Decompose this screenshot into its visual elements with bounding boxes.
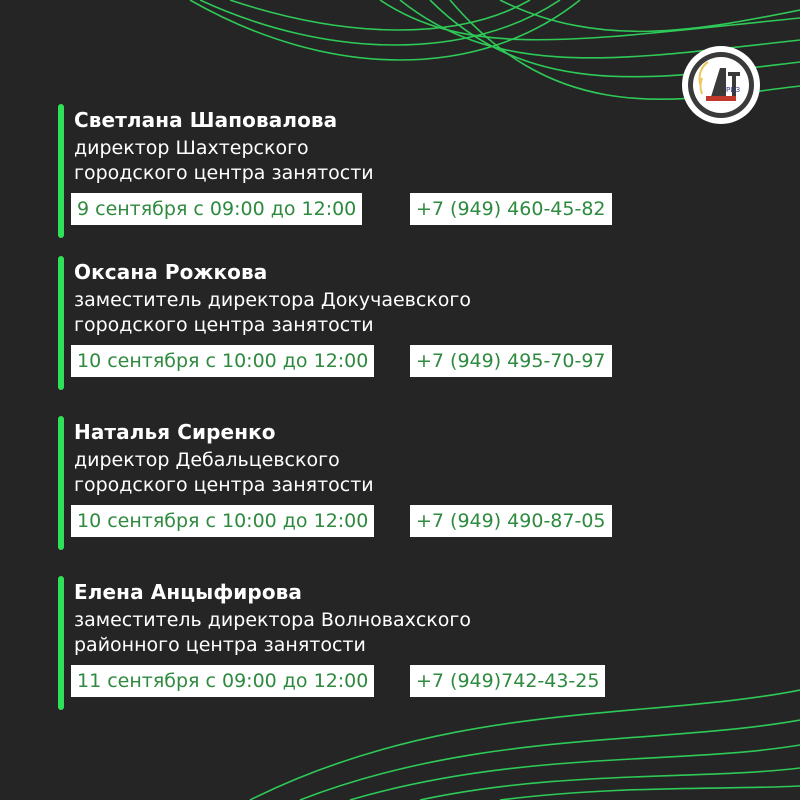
contact-name: Наталья Сиренко [74,420,276,444]
role-line: районного центра занятости [74,634,366,656]
contact-role [74,608,634,658]
schedule-badge: 11 сентября с 09:00 до 12:00 [71,665,374,697]
role-line: директор Дебальцевского [74,449,340,471]
accent-bar [58,416,64,550]
schedule-badge: 10 сентября с 10:00 до 12:00 [71,345,374,377]
schedule-badge: 9 сентября с 09:00 до 12:00 [71,193,362,225]
accent-bar [58,104,64,238]
role-line: городского центра занятости [74,474,374,496]
contact-name: Светлана Шаповалова [74,108,338,132]
svg-text:РЦЗ: РЦЗ [726,86,741,94]
contact-role [74,448,634,498]
role-line: директор Шахтерского [74,137,309,159]
role-line: заместитель директора Докучаевского [74,289,472,311]
phone-badge[interactable]: +7 (949) 495-70-97 [410,345,612,377]
schedule-badge: 10 сентября с 10:00 до 12:00 [71,505,374,537]
accent-bar [58,256,64,390]
role-line: городского центра занятости [74,162,374,184]
accent-bar [58,576,64,710]
organization-logo [680,44,762,126]
phone-badge[interactable]: +7 (949)742-43-25 [410,665,605,697]
contact-role [74,136,634,186]
employment-center-gear-logo-icon [680,44,762,126]
phone-badge[interactable]: +7 (949) 460-45-82 [410,193,612,225]
contact-name: Елена Анцыфирова [74,580,303,604]
role-line: городского центра занятости [74,314,374,336]
role-line: заместитель директора Волновахского [74,609,472,631]
contact-role [74,288,634,338]
phone-badge[interactable]: +7 (949) 490-87-05 [410,505,612,537]
contact-name: Оксана Рожкова [74,260,268,284]
